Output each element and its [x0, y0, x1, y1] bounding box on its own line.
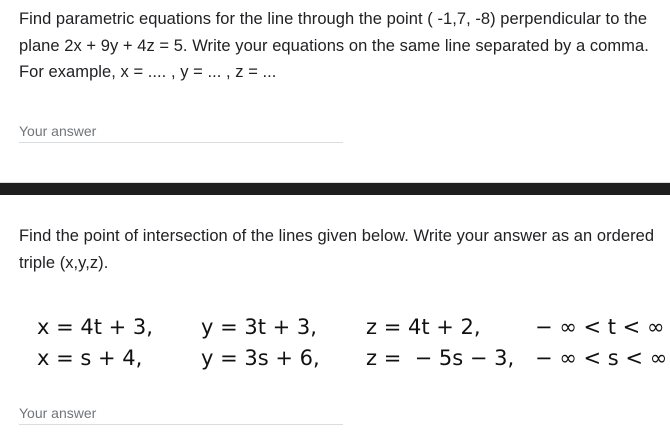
line2-parameter-range: − ∞ < s < ∞: [535, 346, 668, 370]
question-text-2: Find the point of intersection of the lines given below. Write your answer as an ordered triple (x,y,z).: [19, 227, 655, 272]
question-card-1: [0, 0, 670, 182]
line1-x-equation: x = 4t + 3,: [37, 315, 153, 339]
question-text-1: Find parametric equations for the line through the point ( -1,7, -8) perpendicular to the plane 2x + 9y + 4z = 5. Write your equations on the same line separated by a comma. For example, x = .... , y = ... , z = ...: [19, 10, 649, 81]
line2-y-equation: y = 3s + 6,: [201, 346, 320, 370]
question-card-2: [0, 196, 670, 446]
answer-input-1[interactable]: [19, 120, 343, 143]
line1-parameter-range: − ∞ < t < ∞: [535, 315, 665, 339]
section-divider: [0, 183, 670, 195]
line1-y-equation: y = 3t + 3,: [201, 315, 317, 339]
line1-z-equation: z = 4t + 2,: [366, 315, 481, 339]
line2-x-equation: x = s + 4,: [37, 346, 143, 370]
line2-z-equation: z = − 5s − 3,: [366, 346, 515, 370]
answer-input-2[interactable]: [19, 402, 343, 425]
